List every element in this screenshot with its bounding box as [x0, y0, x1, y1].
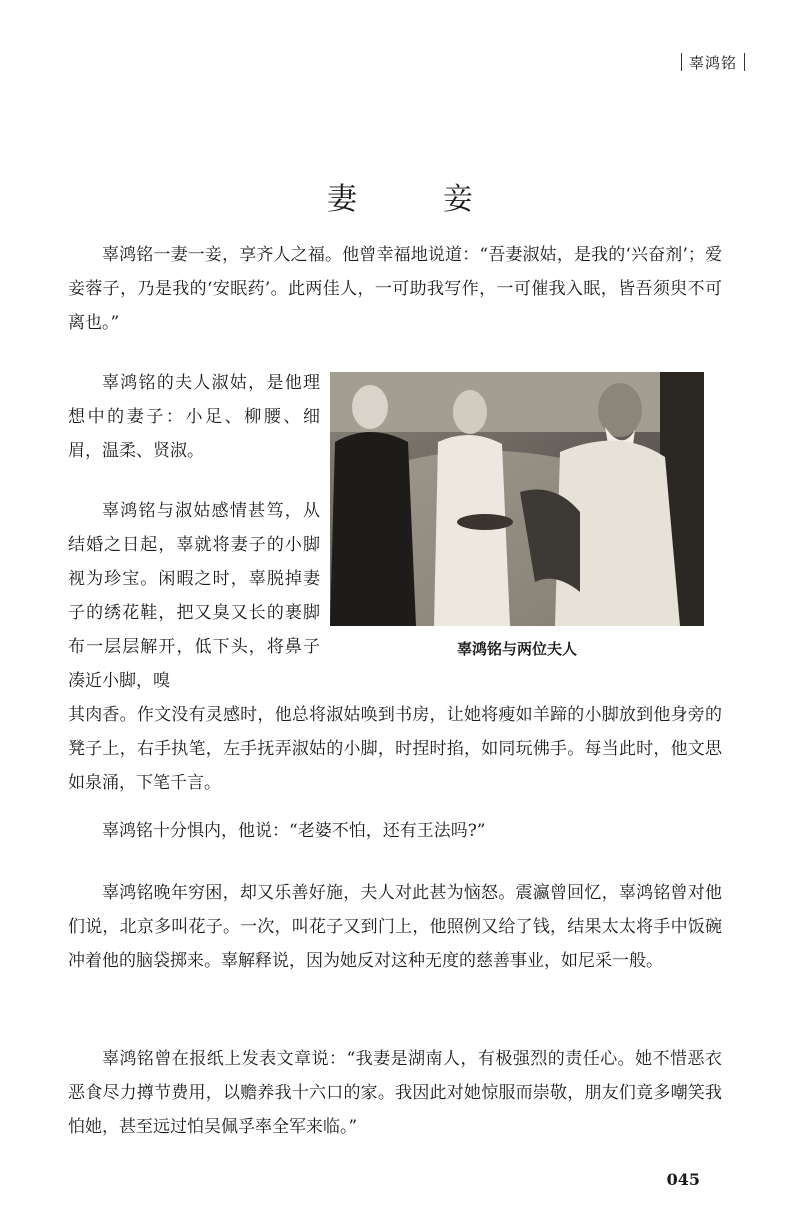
photo-illustration: [330, 372, 704, 626]
photo-caption: 辜鸿铭与两位夫人: [456, 640, 577, 658]
chapter-title: 妻 妾: [327, 182, 501, 217]
paragraph-4: 辜鸿铭十分惧内，他说：“老婆不怕，还有王法吗?”: [102, 821, 486, 841]
header-divider: [744, 53, 745, 71]
paragraph-2: 辜鸿铭的夫人淑姑，是他理想中的妻子：小足、柳腰、细眉，温柔、贤淑。: [68, 373, 320, 461]
page-number: 045: [666, 1170, 700, 1189]
paragraph-5: 辜鸿铭晚年穷困，却又乐善好施，夫人对此甚为恼怒。震瀛曾回忆，辜鸿铭曾对他们说，北京多叫花子。一次，叫花子又到门上，他照例又给了钱，结果太太将手中饭碗冲着他的脑袋掷来。辜解释说，因为她反对这种无度的慈善事业，如尼采一般。: [68, 883, 722, 971]
paragraph-6: 辜鸿铭曾在报纸上发表文章说：“我妻是湖南人，有极强烈的责任心。她不惜恶衣恶食尽力撙节费用，以赡养我十六口的家。我因此对她惊服而崇敬，朋友们竟多嘲笑我怕她，甚至远过怕吴佩孚率全军来临。”: [68, 1049, 722, 1137]
paragraph-1: 辜鸿铭一妻一妾，享齐人之福。他曾幸福地说道：“吾妻淑姑，是我的‘兴奋剂’；爱妾蓉子，乃是我的‘安眠药’。此两佳人，一可助我写作，一可催我入眠，皆吾须臾不可离也。”: [68, 245, 722, 333]
header-divider: [681, 53, 682, 71]
running-header: [674, 52, 752, 73]
running-title: 辜鸿铭: [688, 54, 737, 72]
paragraph-3-wrapped: 辜鸿铭与淑姑感情甚笃，从结婚之日起，辜就将妻子的小脚视为珍宝。闲暇之时，辜脱掉妻子的绣花鞋，把又臭又长的裹脚布一层层解开，低下头，将鼻子凑近小脚，嗅: [68, 501, 320, 691]
photo-guhongming-and-wives: [330, 372, 704, 626]
paragraph-3-continued: 其肉香。作文没有灵感时，他总将淑姑唤到书房，让她将瘦如羊蹄的小脚放到他身旁的凳子上，右手执笔，左手抚弄淑姑的小脚，时捏时掐，如同玩佛手。每当此时，他文思如泉涌，下笔千言。: [68, 705, 722, 793]
